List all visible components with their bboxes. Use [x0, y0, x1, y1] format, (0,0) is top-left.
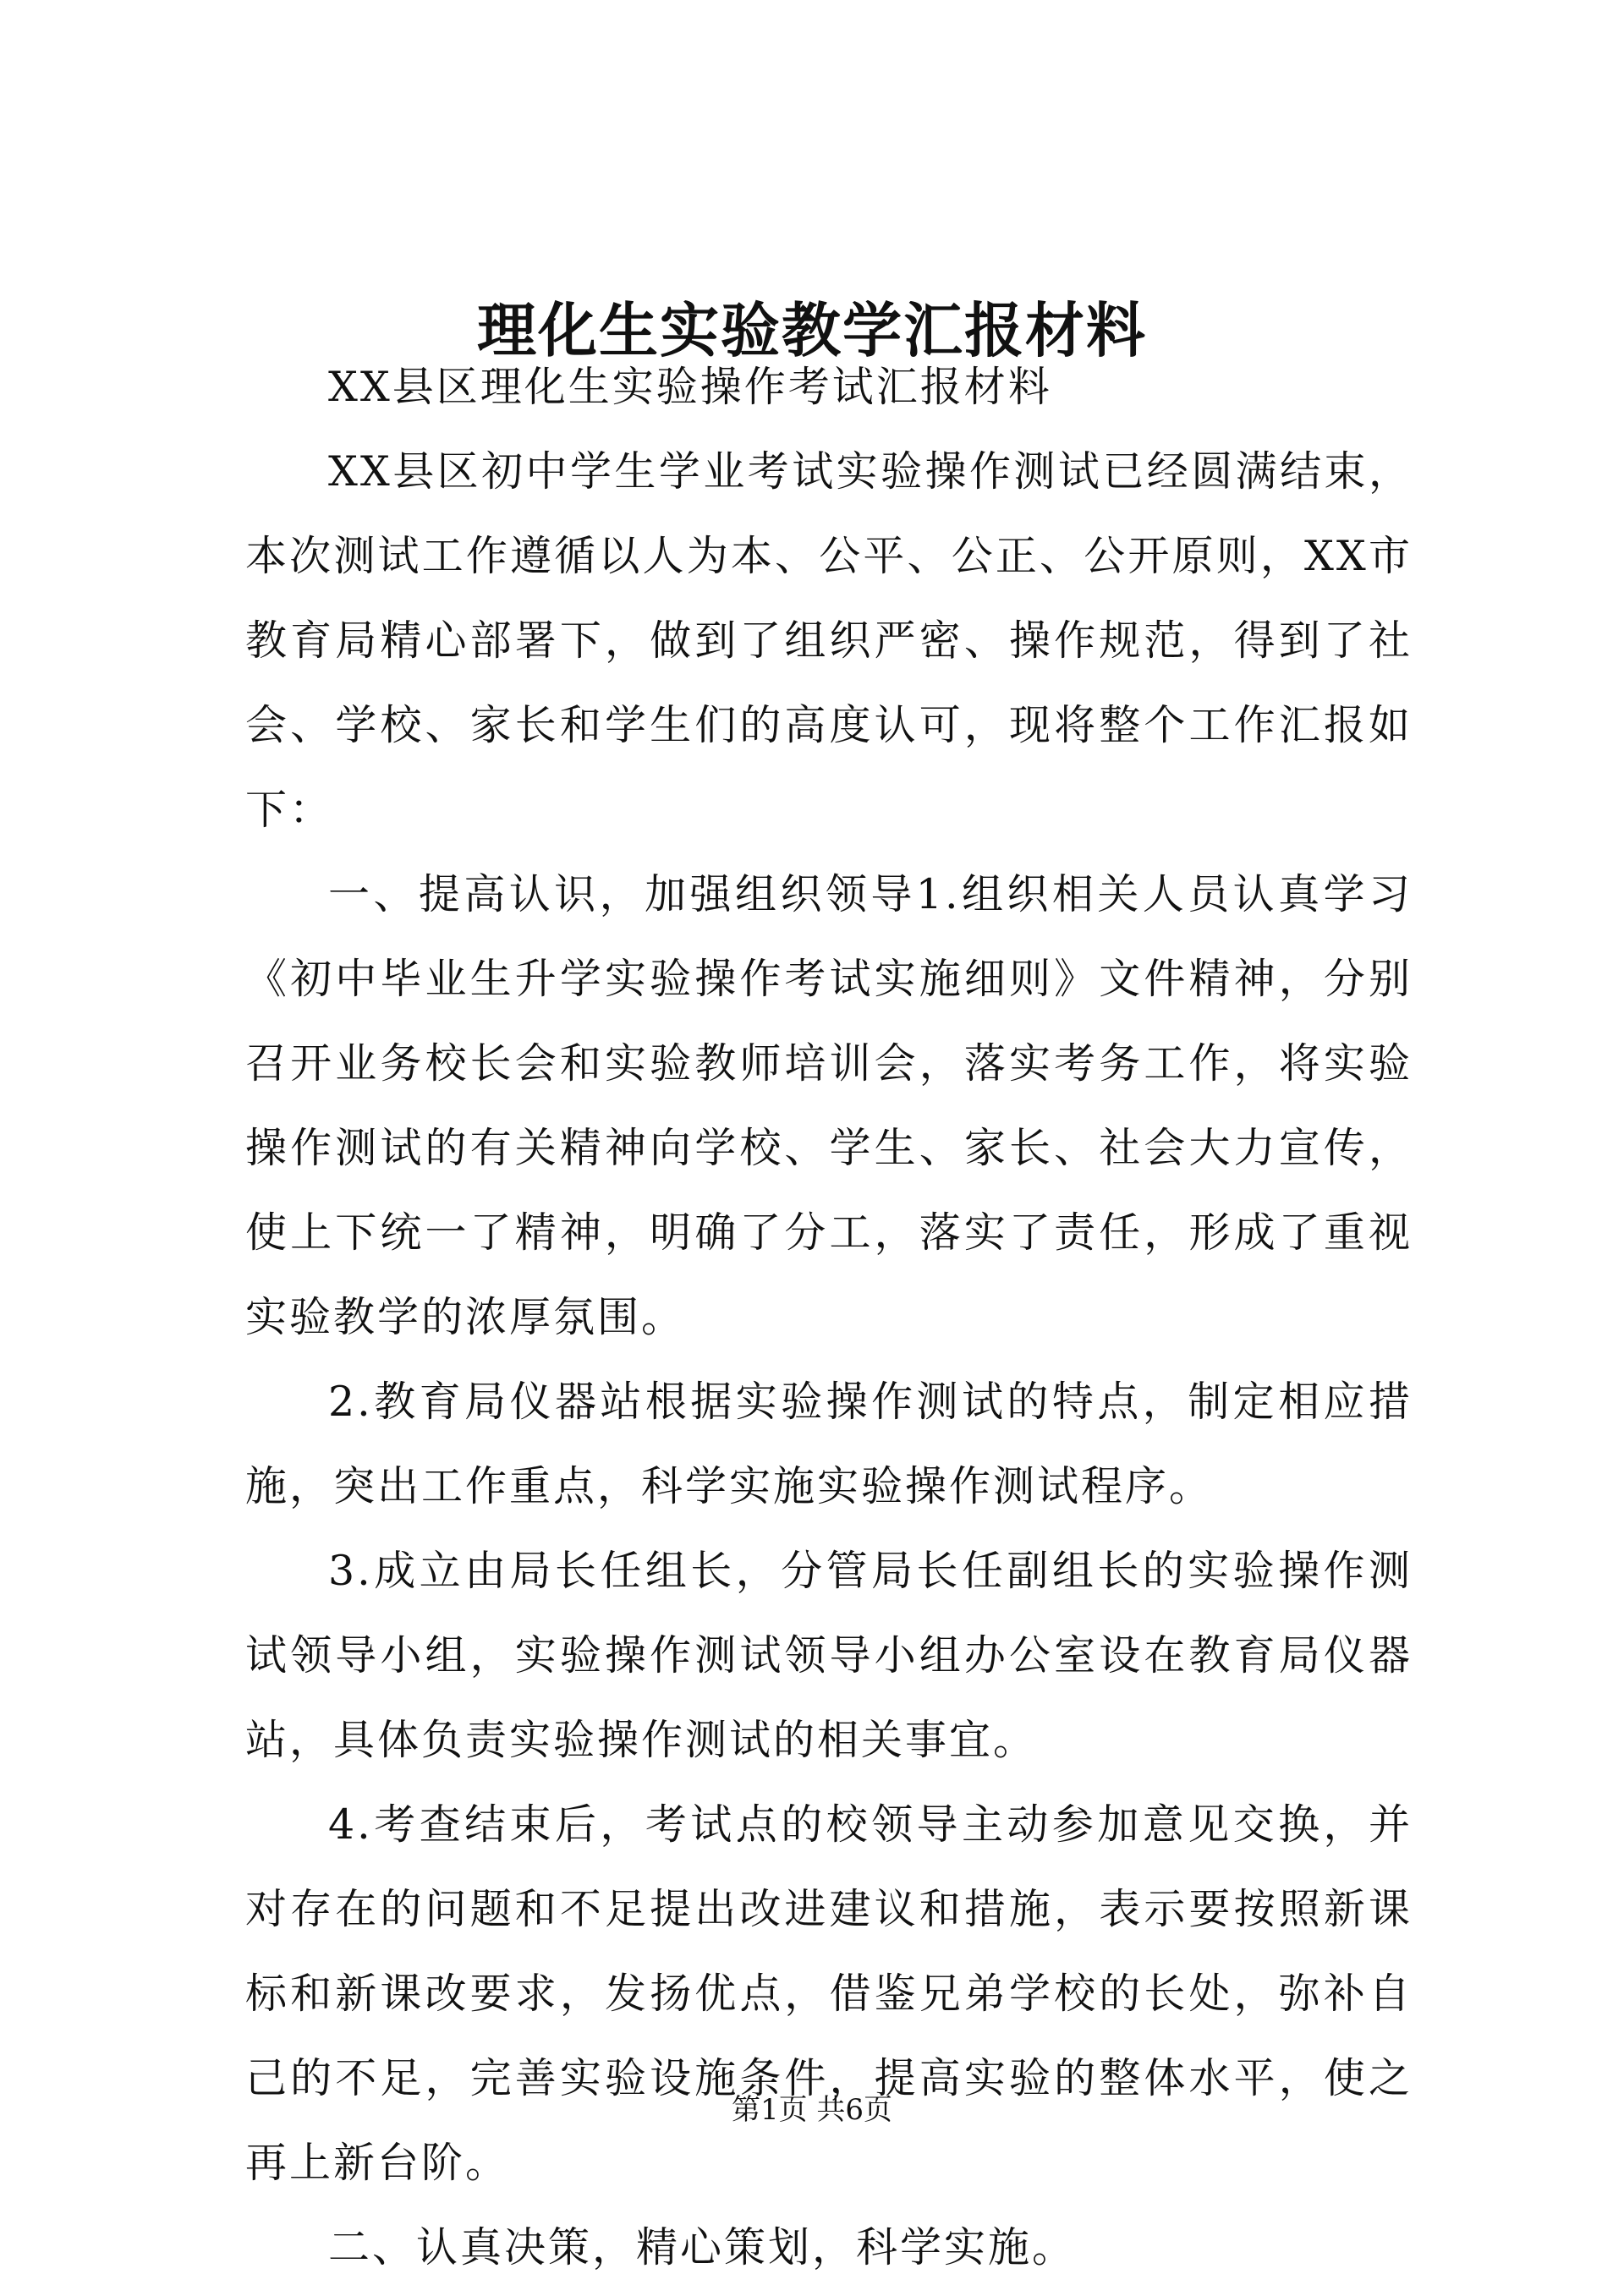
- paragraph-intro: XX县区初中学生学业考试实验操作测试已经圆满结束，本次测试工作遵循以人为本、公平、公正、公开原则，XX市教育局精心部署下，做到了组织严密、操作规范，得到了社会、学校、家长和学生们的高度认可，现将整个工作汇报如下：: [245, 447, 1413, 834]
- paragraph-section-2: 二、认真决策，精心策划，科学实施。: [328, 2223, 1077, 2271]
- paragraph-item-2: 2.教育局仪器站根据实验操作测试的特点，制定相应措施，突出工作重点，科学实施实验操作测试程序。: [245, 1378, 1413, 1510]
- paragraph-subtitle: XX县区理化生实验操作考试汇报材料: [328, 363, 1052, 411]
- page-number-footer: 第1页 共6页: [731, 2093, 893, 2127]
- paragraph-section-1: 一、提高认识，加强组织领导1.组织相关人员认真学习《初中毕业生升学实验操作考试实施细则》文件精神，分别召开业务校长会和实验教师培训会，落实考务工作，将实验操作测试的有关精神向学校、学生、家长、社会大力宣传，使上下统一了精神，明确了分工，落实了责任，形成了重视实验教学的浓厚氛围。: [245, 870, 1413, 1341]
- document-body: [245, 345, 1413, 2290]
- paragraph-item-4: 4.考查结束后，考试点的校领导主动参加意见交换，并对存在的问题和不足提出改进建议和措施，表示要按照新课标和新课改要求，发扬优点，借鉴兄弟学校的长处，弥补自己的不足，完善实验设施条件，提高实验的整体水平，使之再上新台阶。: [245, 1800, 1413, 2187]
- document-title: 理化生实验教学汇报材料: [477, 295, 1147, 365]
- paragraph-item-3: 3.成立由局长任组长，分管局长任副组长的实验操作测试领导小组，实验操作测试领导小组办公室设在教育局仪器站，具体负责实验操作测试的相关事宜。: [245, 1547, 1413, 1764]
